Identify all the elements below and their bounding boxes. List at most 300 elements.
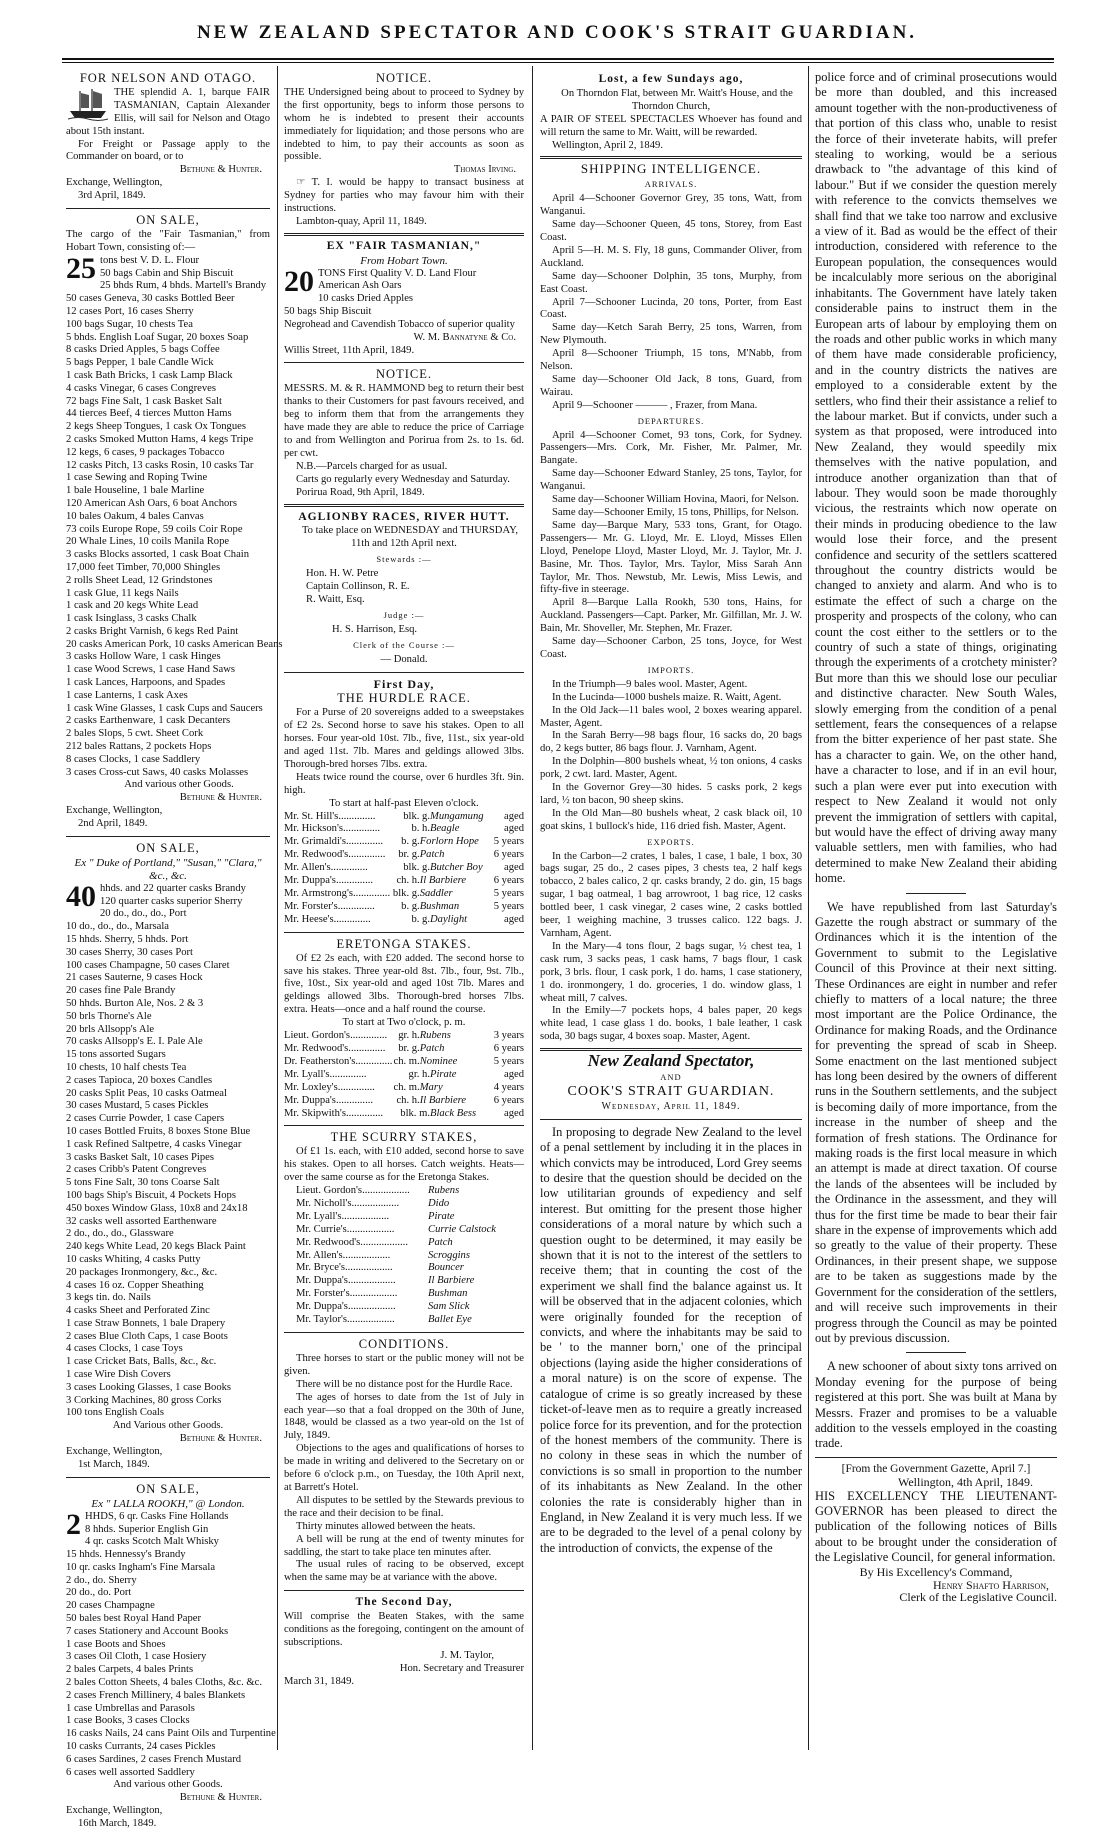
- goods-item: 15 tons assorted Sugars: [66, 1049, 166, 1061]
- goods-item: 50 brls Thorne's Ale: [66, 1010, 152, 1022]
- goods-item: 1 case Sewing and Roping Twine: [66, 472, 208, 484]
- eretonga-heading: ERETONGA STAKES.: [336, 936, 472, 951]
- drop-numeral: 40: [66, 879, 96, 913]
- notice-body: THE Undersigned being about to proceed to Sydney by the first opportunity, begs to inform those persons to whom he is indebted to present their accounts immediately for liquidation; and those persons who are indebted to him, to pay their accounts as soon as possible.: [284, 86, 524, 163]
- hurdle-start: To start at half-past Eleven o'clock.: [329, 797, 479, 809]
- conditions-heading: CONDITIONS.: [358, 1337, 450, 1352]
- column-2: [284, 70, 524, 1750]
- condition-item: Thirty minutes allowed between the heats.: [296, 1520, 476, 1532]
- rule: [906, 893, 966, 894]
- rule: [284, 672, 524, 673]
- goods-item: 6 cases well assorted Saddlery: [66, 1766, 195, 1778]
- gazette-by: By His Excellency's Command,: [859, 1564, 1013, 1579]
- goods-item: 20 brls Allsopp's Ale: [66, 1023, 155, 1035]
- ad-place: Exchange, Wellington,: [66, 1446, 163, 1458]
- goods-list: [66, 251, 283, 780]
- rule: [284, 362, 524, 363]
- goods-item: 2 bales Slops, 5 cwt. Sheet Cork: [66, 728, 204, 740]
- conditions-list: [284, 1353, 524, 1585]
- arrival-item: April 5—H. M. S. Fly, 18 guns, Commander Oliver, from Auckland.: [540, 244, 802, 269]
- arrival-item: April 9—Schooner ——— , Frazer, from Mana.: [552, 399, 758, 411]
- goods-item: 8 hhds. Superior English Gin: [85, 1523, 209, 1535]
- column-divider: [808, 66, 809, 1750]
- export-item: In the Carbon—2 crates, 1 bales, 1 case, 1 bale, 1 box, 30 bags sugar, 25 do., 2 cases pipes, 3 chests tea, 2 half kegs tobacco, 2 bales calico, 2 qr. casks brandy, 2 do. gin, 15 bags sugar, 1 bag oatmeal, 1 bag arrowroot, 1 bag rice, 12 casks bottled beer, 1 cask vinegar, 2 cases wine, 2 casks bottled beer, 1 weighing machine, 3 trusses calico. 122 bags. J. Varnham, Agent.: [540, 850, 802, 939]
- notice-hammond: [284, 368, 524, 499]
- race-entry: [284, 1069, 524, 1082]
- paper-subtitle: COOK'S STRAIT GUARDIAN.: [567, 1083, 775, 1099]
- ad-title: ON SALE,: [136, 1481, 200, 1496]
- scurry-heading: THE SCURRY STAKES,: [330, 1130, 478, 1145]
- arrival-item: April 4—Schooner Governor Grey, 35 tons, Watt, from Wanganui.: [540, 193, 802, 218]
- goods-item: 20 cases Champagne: [66, 1600, 155, 1612]
- goods-item: 2 cases French Millinery, 4 bales Blankets: [66, 1689, 246, 1701]
- entry-owner: Mr. Lyall's: [284, 1068, 330, 1080]
- leader-dots: ..............: [353, 888, 391, 900]
- goods-item: 2 bales Carpets, 4 bales Prints: [66, 1664, 194, 1676]
- leader-dots: ..................: [349, 1288, 398, 1300]
- ad-closing: And various other Goods.: [124, 779, 234, 791]
- ad-signature: Bethune & Hunter.: [179, 164, 262, 176]
- race-entry: [296, 1301, 524, 1314]
- goods-item: 2 casks Smoked Mutton Hams, 4 kegs Tripe: [66, 433, 254, 445]
- second-day-heading: The Second Day,: [355, 1596, 453, 1609]
- entry-age: 3 years: [493, 1030, 524, 1042]
- import-item: In the Old Jack—11 bales wool, 2 boxes wearing apparel. Master, Agent.: [540, 704, 802, 729]
- goods-item: 10 casks Dried Apples: [318, 293, 414, 305]
- stewards-list: [284, 568, 524, 607]
- export-item: In the Emily—7 pockets hops, 4 bales paper, 20 kegs white lead, 1 case glass 1 do. books, 1 bale leather, 1 cask soda, 30 bags sugar, 4 boxes soap. Master, Agent.: [540, 1005, 802, 1043]
- hurdle-entries: [284, 811, 524, 927]
- column-divider: [532, 66, 533, 1750]
- race-entry: [296, 1288, 524, 1301]
- condition-item: All disputes to be settled by the Stewards previous to the race and their decision to be final.: [284, 1494, 524, 1519]
- arrivals-list: [540, 193, 802, 412]
- import-item: In the Sarah Berry—98 bags flour, 16 sacks do, 20 bags do, 2 kegs butter, 86 bags flour. J. Varnham, Agent.: [540, 730, 802, 755]
- ad-place: Exchange, Wellington,: [66, 805, 163, 817]
- leader-dots: ..............: [337, 1081, 375, 1093]
- goods-item: 3 casks Blocks assorted, 1 cask Boat Chain: [66, 549, 250, 561]
- race-entry: [284, 1043, 524, 1056]
- departure-item: April 4—Schooner Comet, 93 tons, Cork, for Sydney. Passengers—Mrs. Cork, Mr. Fisher, Mr. Palmer, Mr. Bangate.: [540, 429, 802, 467]
- race-entry: [284, 1030, 524, 1043]
- goods-item: 25 bhds Rum, 4 bhds. Martell's Brandy: [100, 280, 267, 292]
- goods-item: 240 kegs White Lead, 20 kegs Black Paint: [66, 1241, 246, 1253]
- ad-on-sale-lalla-rookh: [66, 1481, 276, 1831]
- goods-item: 16 casks Nails, 24 cans Paint Oils and Turpentine: [66, 1728, 276, 1740]
- ad-on-sale-portland: [66, 842, 270, 1472]
- rule: [906, 1352, 966, 1353]
- ad-closing: And various other Goods.: [113, 1779, 223, 1791]
- ad-body: THE splendid A. 1, barque FAIR TASMANIAN, Captain Alexander Ellis, will sail for Nelson and Otago about 15th instant.: [66, 86, 270, 137]
- ad-date: 16th March, 1849.: [78, 1818, 157, 1830]
- ad-subtitle: Ex " Duke of Portland," "Susan," "Clara," &c., &c.: [74, 856, 262, 882]
- rule: [540, 156, 802, 159]
- entry-horse: Scroggins: [428, 1249, 470, 1261]
- entry-owner: Lieut. Gordon's: [296, 1185, 363, 1197]
- race-entry: [284, 875, 524, 888]
- leader-dots: ..............: [348, 1042, 386, 1054]
- race-entry: [296, 1211, 524, 1224]
- notice-irving: [284, 72, 524, 229]
- goods-item: 1 cask and 20 kegs White Lead: [66, 600, 199, 612]
- first-day-heading: First Day,: [373, 676, 435, 691]
- goods-item: 100 bags Sugar, 10 chests Tea: [66, 318, 193, 330]
- goods-item: 10 casks Currants, 24 cases Pickles: [66, 1741, 216, 1753]
- entry-age: 6 years: [493, 849, 524, 861]
- entry-horse: Saddler: [419, 888, 453, 900]
- entry-age: aged: [504, 810, 524, 822]
- notice-body: ☞ T. I. would be happy to transact business at Sydney for parties who may favour him with their instructions.: [284, 177, 524, 215]
- entry-owner: Mr. Hickson's: [284, 823, 343, 835]
- leader-dots: ..............: [345, 836, 384, 848]
- entry-age: 6 years: [493, 1042, 524, 1054]
- departure-item: Same day—Barque Mary, 533 tons, Grant, for Otago. Passengers— Mr. G. Lloyd, Mr. E. Lloyd, Misses Ellen Lloyd, Penelope Lloyd, Master Lloyd, Mr. J. Taylor, Mr. J. Basine, Mr. Thos. Taylor, Mrs. Taylor, Miss Sarah Ann Taylor, Mr. Thos. Newstub, Mr. Lewis, Miss Lewis, and fifty-five in steerage.: [540, 519, 802, 596]
- race-entry: [296, 1250, 524, 1263]
- race-entry: [284, 1095, 524, 1108]
- second-day-body: Will comprise the Beaten Stakes, with the same conditions as the foregoing, contingent on the amount of subscriptions.: [284, 1611, 524, 1648]
- hurdle-body: Heats twice round the course, over 6 hurdles 3ft. 9in. high.: [284, 771, 524, 796]
- ad-title: ON SALE,: [136, 841, 200, 856]
- entry-owner: Mr. Loxley's: [284, 1081, 338, 1093]
- import-item: In the Governor Grey—30 hides. 5 casks pork, 2 kegs lard, ½ ton bacon, 90 sheep skins.: [540, 782, 802, 806]
- lost-body: A PAIR OF STEEL SPECTACLES Whoever has found and will return the same to Mr. Waitt, will be rewarded.: [540, 113, 802, 138]
- column-divider: [277, 66, 278, 1750]
- entry-age: aged: [504, 823, 524, 835]
- entry-owner: Mr. St. Hill's: [284, 810, 339, 822]
- condition-item: A bell will be rung at the end of twenty minutes for saddling, the start to take place ten minutes after.: [284, 1533, 524, 1558]
- editorial-continued: police force and of criminal prosecutions would be more than doubled, and this increased amount together with the non-productiveness of that portion of this class who, unable to resist the force of their inveterate habits, will prefer stealing to working, would be a serious drawback to "the advantage of this kind of labour." But if we consider the question merely with reference to the convicts themselves we shall find that we take too narrow and exclusive a view of it. Bad as would be the effect of their introduction, considered with reference to the European population, the consequences would be incalculably more serious on the aboriginal inhabitants. The Government have lately taken considerable pains to instruct them in the European arts of labour by employing them on the roads and other public works in which many of them have made considerable proficiency, and in the country districts the natives are employed to a considerable extent by the settlers, who find their their assistance a relief to the labour market. But if convicts, under such a system as that proposed, were introduced into New Zealand, they would speedily mix themselves with the native population, and introduce another organization than that of labour. They would soon be made thoroughly vicious, the restraints which now operate on their minds in producing obedience to the law would lose their force, and the present confidence and security of the settlers scattered throughout the country districts would be changed to anxiety and alarm. And who is to estimate the effect of such a charge on the prosperity and prospects of the colony, who can count the cost either to the settlers or to the country of such a state of things, originating through the experiments of a crotchety minister? But more than this we should lose our peculiar and distinctive character. New South Wales, slowly emerging from the condition of a penal settlement, fears the consequences of a relapse from the bitter experience of her past state. She has a character to gain. We, on the other hand, have a character to lose, and if in an evil hour, such a plan were ever put into execution with respect to New Zealand it would not only prevent the immigration of settlers with capital, but would have the effect of driving away many valuable settlers, men with families, who had determined to make New Zealand their abiding home.: [815, 70, 1057, 886]
- race-entry: [284, 836, 524, 849]
- race-entry: [284, 1108, 524, 1121]
- entry-desc: ch. m.: [393, 1055, 420, 1067]
- entry-age: 5 years: [493, 1055, 524, 1067]
- steward-name: Hon. H. W. Petre: [306, 568, 379, 580]
- goods-item: tons best V. D. L. Flour: [100, 254, 200, 266]
- entry-owner: Dr. Featherston's: [284, 1055, 356, 1067]
- rule: [66, 208, 270, 209]
- entry-horse: Sam Slick: [428, 1301, 470, 1313]
- judge-name: H. S. Harrison, Esq.: [332, 623, 418, 635]
- goods-item: 8 casks Dried Apples, 5 bags Coffee: [66, 344, 220, 356]
- entry-horse: Rubens: [428, 1185, 460, 1197]
- goods-item: 50 bales best Royal Hand Paper: [66, 1613, 202, 1625]
- goods-item: 1 cask Isinglass, 3 casks Chalk: [66, 613, 197, 625]
- races-intro: To take place on WEDNESDAY and THURSDAY, 11th and 12th April next.: [301, 525, 519, 550]
- scurry-body: Of £1 1s. each, with £10 added, second horse to save his stakes. Open to all horses. Catch weights. Heats—over the same course as for the Eretonga Stakes.: [284, 1146, 524, 1184]
- race-entry: [284, 1056, 524, 1069]
- entry-horse: Bushman: [428, 1288, 468, 1300]
- race-entry: [296, 1262, 524, 1275]
- entry-horse: Patch: [419, 849, 445, 861]
- departure-item: Same day—Schooner Edward Stanley, 25 tons, Taylor, for Wanganui.: [540, 468, 802, 493]
- goods-item: 1 case Straw Bonnets, 1 bale Drapery: [66, 1317, 226, 1329]
- exports-list: [540, 851, 802, 1045]
- masthead: NEW ZEALAND SPECTATOR AND COOK'S STRAIT GUARDIAN.: [196, 22, 918, 43]
- goods-item: 1 cask Refined Saltpetre, 4 casks Vinegar: [66, 1138, 242, 1150]
- entry-desc: blk. g.: [403, 810, 430, 822]
- condition-item: There will be no distance post for the Hurdle Race.: [296, 1378, 513, 1390]
- goods-item: 50 bags Ship Biscuit: [284, 306, 372, 318]
- races-ad: [284, 511, 524, 1689]
- rule: [284, 1590, 524, 1591]
- goods-item: 1 case Wire Dish Covers: [66, 1369, 171, 1381]
- goods-item: HHDS, 6 qr. Casks Fine Hollands: [85, 1510, 229, 1522]
- goods-item: 1 cask Wine Glasses, 1 cask Cups and Saucers: [66, 702, 263, 714]
- goods-item: 100 cases Champagne, 50 cases Claret: [66, 959, 230, 971]
- goods-item: 6 cases Sardines, 2 cases French Mustard: [66, 1753, 242, 1765]
- drop-numeral: 2: [66, 1507, 81, 1541]
- goods-item: 5 bags Pepper, 1 bale Candle Wick: [66, 357, 214, 369]
- ad-subtitle: From Hobart Town.: [360, 254, 448, 267]
- goods-item: 1 case Umbrellas and Parasols: [66, 1702, 195, 1714]
- entry-horse: Butcher Boy: [430, 862, 483, 874]
- entry-horse: Black Bess: [430, 1107, 477, 1119]
- goods-item: 72 bags Fine Salt, 1 cask Basket Salt: [66, 395, 222, 407]
- entry-horse: Beagle: [430, 823, 460, 835]
- rule: [66, 836, 270, 837]
- ad-on-sale-fair-tasmanian: [66, 213, 283, 831]
- races-title: AGLIONBY RACES, RIVER HUTT.: [298, 510, 510, 523]
- leader-dots: ..................: [345, 1262, 393, 1274]
- column-1: [66, 70, 283, 1830]
- import-item: In the Old Man—80 bushels wheat, 2 cask black oil, 10 goat skins, 1 bullock's hide, 116 dried fish. Master, Agent.: [540, 807, 802, 832]
- goods-item: 1 cask Lances, Harpoons, and Spades: [66, 677, 226, 689]
- goods-item: 4 cases 16 oz. Copper Sheathing: [66, 1279, 204, 1291]
- goods-item: 20 cases fine Pale Brandy: [66, 985, 176, 997]
- rule: [284, 504, 524, 507]
- hurdle-heading: THE HURDLE RACE.: [337, 691, 471, 706]
- entry-owner: Mr. Redwood's: [296, 1236, 361, 1248]
- goods-item: 10 bales Oakum, 4 bales Canvas: [66, 510, 204, 522]
- goods-item: 100 bags Ship's Biscuit, 4 Pockets Hops: [66, 1189, 236, 1201]
- goods-item: 8 cases Clocks, 1 case Saddlery: [66, 753, 201, 765]
- goods-item: 3 casks Hollow Ware, 1 cask Hinges: [66, 651, 221, 663]
- shipping-title: SHIPPING INTELLIGENCE.: [580, 161, 762, 177]
- import-item: In the Lucinda—1000 bushels maize. R. Waitt, Agent.: [552, 691, 782, 703]
- scurry-entries: [284, 1185, 524, 1327]
- entry-owner: Mr. Forster's: [296, 1288, 350, 1300]
- goods-item: 20 casks Split Peas, 10 casks Oatmeal: [66, 1087, 227, 1099]
- race-entry: [284, 862, 524, 875]
- eretonga-body: Of £2 2s each, with £20 added. The second horse to save his stakes. Three year-old 8st. 7lb., four, 9st. 7lb., five, 10st., Six year-old and aged 10st 7lb. Mares and geldings allowed 3lbs. Thorough-bred horses 7lbs. extra. Heats—once and a half round the course.: [284, 952, 524, 1016]
- goods-item: 3 casks Basket Salt, 10 cases Pipes: [66, 1151, 214, 1163]
- goods-item: 30 cases Mustard, 5 cases Pickles: [66, 1100, 209, 1112]
- entry-owner: Mr. Currie's: [296, 1223, 347, 1235]
- goods-item: 3 Corking Machines, 80 gross Corks: [66, 1394, 222, 1406]
- ad-subtitle: Ex " LALLA ROOKH," @ London.: [91, 1497, 245, 1510]
- goods-item: 17,000 feet Timber, 70,000 Shingles: [66, 561, 221, 573]
- goods-item: 1 cask Glue, 11 kegs Nails: [66, 587, 179, 599]
- gazette-signature: Henry Shafto Harrison,: [933, 1577, 1049, 1592]
- goods-item: 20 packages Ironmongery, &c., &c.: [66, 1266, 218, 1278]
- entry-desc: ch. h.: [396, 1094, 420, 1106]
- goods-item: 30 cases Sherry, 30 cases Port: [66, 946, 193, 958]
- ad-signature: Bethune & Hunter.: [179, 792, 262, 804]
- races-signature: J. M. Taylor,: [440, 1649, 494, 1661]
- ad-title: FOR NELSON AND OTAGO.: [79, 71, 257, 85]
- goods-item: 3 kegs tin. do. Nails: [66, 1292, 151, 1304]
- goods-item: 5 tons Fine Salt, 30 tons Coarse Salt: [66, 1177, 220, 1189]
- gazette-source: [From the Government Gazette, April 7.]: [841, 1462, 1031, 1475]
- ad-intro: The cargo of the "Fair Tasmanian," from Hobart Town, consisting of:—: [66, 228, 270, 253]
- entry-desc: br. g.: [398, 1042, 420, 1054]
- entry-owner: Mr. Bryce's: [296, 1262, 345, 1274]
- condition-item: The ages of horses to date from the 1st of July in each year—so that a foal dropped on the 30th of June, 1848, would be classed as a two year-old on the 1st of July, 1849.: [284, 1391, 524, 1442]
- leader-dots: ..................: [360, 1236, 408, 1248]
- race-entry: [284, 914, 524, 927]
- arrival-item: Same day—Schooner Old Jack, 8 tons, Guard, from Wairau.: [540, 373, 802, 398]
- goods-item: American Ash Oars: [318, 280, 402, 292]
- entry-desc: b. g.: [401, 836, 420, 848]
- column-4: [815, 70, 1057, 1750]
- entry-horse: Dido: [428, 1197, 450, 1209]
- column-3: [540, 70, 802, 1750]
- entry-owner: Mr. Allen's: [296, 1249, 343, 1261]
- entry-owner: Mr. Grimaldi's: [284, 836, 346, 848]
- race-entry: [296, 1185, 524, 1198]
- goods-item: 15 hhds. Sherry, 5 hhds. Port: [66, 933, 189, 945]
- goods-item: 2 casks Earthenware, 1 cask Decanters: [66, 715, 231, 727]
- steward-name: R. Waitt, Esq.: [306, 593, 365, 605]
- ad-title: EX "FAIR TASMANIAN,": [326, 239, 482, 252]
- races-date: March 31, 1849.: [284, 1675, 355, 1687]
- drop-numeral: 25: [66, 251, 96, 285]
- leader-dots: ..................: [342, 1249, 391, 1261]
- entry-desc: ch. h.: [396, 875, 420, 887]
- entry-horse: Rubens: [419, 1030, 451, 1042]
- ad-date: 2nd April, 1849.: [78, 818, 148, 830]
- goods-item: 2 kegs Sheep Tongues, 1 cask Ox Tongues: [66, 421, 246, 433]
- entry-horse: Mungamung: [430, 810, 484, 822]
- goods-item: hhds. and 22 quarter casks Brandy: [100, 882, 246, 894]
- goods-item: 1 case Boots and Shoes: [66, 1638, 166, 1650]
- clerk-heading: Clerk of the Course :—: [353, 639, 455, 650]
- entry-age: 4 years: [493, 1081, 524, 1093]
- steward-name: Captain Collinson, R. E.: [306, 581, 410, 593]
- condition-item: Objections to the ages and qualifications of horses to be made in writing and delivered to the Secretary on or before 6 o'clock p.m., on Tuesday, the 10th April next, at Barrett's Hotel.: [284, 1443, 524, 1493]
- ad-date: 1st March, 1849.: [78, 1458, 150, 1470]
- entry-horse: Il Barbiere: [419, 1094, 467, 1106]
- entry-desc: blk. g.: [403, 862, 430, 874]
- leader-dots: ..................: [351, 1197, 400, 1209]
- ad-ex-fair-tasmanian: [284, 240, 524, 358]
- entry-owner: Mr. Lyall's: [296, 1210, 342, 1222]
- race-entry: [296, 1198, 524, 1211]
- goods-item: 2 rolls Sheet Lead, 12 Grindstones: [66, 574, 213, 586]
- entry-age: 6 years: [493, 1094, 524, 1106]
- arrival-item: April 8—Schooner Triumph, 15 tons, M'Nabb, from Nelson.: [540, 348, 802, 373]
- entry-owner: Mr. Allen's: [284, 862, 331, 874]
- entry-age: aged: [504, 1107, 524, 1119]
- entry-horse: Daylight: [430, 913, 468, 925]
- entry-horse: Ballet Eye: [428, 1314, 472, 1326]
- race-entry: [284, 849, 524, 862]
- arrivals-heading: ARRIVALS.: [644, 179, 698, 190]
- entry-horse: Mary: [419, 1081, 443, 1093]
- goods-item: 120 quarter casks superior Sherry: [100, 895, 243, 907]
- entry-age: 5 years: [493, 836, 524, 848]
- entry-horse: Bushman: [419, 900, 460, 912]
- goods-item: 1 case Lanterns, 1 cask Axes: [66, 689, 188, 701]
- entry-horse: Patch: [428, 1236, 453, 1248]
- goods-item: 2 cases Cribb's Patent Congreves: [66, 1164, 207, 1176]
- rule: [66, 1477, 270, 1478]
- entry-age: 6 years: [493, 875, 524, 887]
- editorial: In proposing to degrade New Zealand to the level of a penal settlement by including it in the places in which convicts may be introduced, Lord Grey seems to desire that the question should be decided on the low utilitarian grounds of expediency and self interest. But omitting for the present those higher considerations of a moral nature by which such a question ought to be determined, it may easily be shown that it is not to the interest of the settlers to receive them; that in counting the cost of the experiment we shall find the balance against us. It will be observed that in the adjacent colonies, which were originally founded for the reception of convicts, and where the inhabitants may be said to be ' to the manner born,' one of the principal objections (laying aside the higher considerations of a moral nature) is on the score of expense. The catalogue of crime is so greatly increased by these ticket-of-leave men as to require a greatly increased police force for its prevention, and for the protection of the honest members of the community. There is no colony in these seas in which the number of convictions is so small in proportion to the number of its inhabitants as New Zealand. In the other colonies the rate is considerably higher than in England, in New Zealand it is very much less. If we are to be degraded to the level of a penal colony by the introduction of convicts, the expense of the: [540, 1124, 802, 1555]
- gazette-body: HIS EXCELLENCY THE LIEUTENANT-GOVERNOR has been pleased to direct the publication of the following notices of Bills about to be brought under the consideration of the Legislative Council, for general information.: [815, 1488, 1057, 1565]
- drop-numeral: 20: [284, 264, 314, 298]
- goods-item: 32 casks well assorted Earthenware: [66, 1215, 217, 1227]
- goods-item: 73 coils Europe Rope, 59 coils Coir Rope: [66, 523, 243, 535]
- entry-owner: Mr. Nicholl's: [296, 1197, 352, 1209]
- notice-nb: N.B.—Parcels charged for as usual.: [296, 460, 448, 472]
- goods-item: 5 bhds. English Loaf Sugar, 20 boxes Soap: [66, 331, 249, 343]
- goods-item: 21 cases Sauterne, 9 cases Hock: [66, 972, 203, 984]
- entry-horse: Pirate: [430, 1068, 457, 1080]
- goods-item: 2 casks Bright Varnish, 6 kegs Red Paint: [66, 625, 239, 637]
- entry-owner: Mr. Duppa's: [296, 1301, 348, 1313]
- entry-desc: ch. m.: [393, 1081, 420, 1093]
- entry-horse: Currie Calstock: [428, 1223, 496, 1235]
- entry-horse: Il Barbiere: [419, 875, 467, 887]
- goods-item: 20 Whale Lines, 10 coils Manila Rope: [66, 536, 230, 548]
- goods-item: 4 qr. casks Scotch Malt Whisky: [85, 1536, 219, 1548]
- races-signature-title: Hon. Secretary and Treasurer: [399, 1662, 524, 1674]
- goods-item: 100 tons English Coals: [66, 1407, 164, 1419]
- goods-item: 1 case Books, 3 cases Clocks: [66, 1715, 190, 1727]
- ad-signature: W. M. Bannatyne & Co.: [413, 331, 516, 343]
- leader-dots: ..................: [347, 1314, 395, 1326]
- goods-item: 50 bags Cabin and Ship Biscuit: [100, 267, 234, 279]
- entry-horse: Forlorn Hope: [419, 836, 479, 848]
- gazette-signature-title: Clerk of the Legislative Council.: [899, 1590, 1057, 1605]
- goods-item: 70 casks Allsopp's E. I. Pale Ale: [66, 1036, 203, 1048]
- rule: [284, 1125, 524, 1126]
- shipping-intelligence: [540, 163, 802, 1044]
- goods-item: 4 cases Clocks, 1 case Toys: [66, 1343, 183, 1355]
- goods-item: 2 cases Currie Powder, 1 case Capers: [66, 1113, 225, 1125]
- lost-title: Lost, a few Sundays ago,: [598, 73, 744, 85]
- leader-dots: ..............: [330, 862, 368, 874]
- goods-item: 2 cases Tapioca, 20 boxes Candles: [66, 1074, 213, 1086]
- entry-horse: Bouncer: [428, 1262, 464, 1274]
- entry-desc: gr. h.: [398, 1030, 420, 1042]
- leader-dots: ..............: [335, 875, 374, 887]
- goods-item: 212 bales Rattans, 2 pockets Hops: [66, 741, 212, 753]
- goods-item: 20 do., do. Port: [66, 1587, 132, 1599]
- ad-nelson-otago: [66, 72, 270, 203]
- departure-item: Same day—Schooner Carbon, 25 tons, Joyce, for West Coast.: [540, 636, 802, 660]
- entry-owner: Mr. Forster's: [284, 900, 338, 912]
- ad-signature: Bethune & Hunter.: [179, 1433, 262, 1445]
- leader-dots: ..................: [347, 1275, 396, 1287]
- goods-item: 4 casks Vinegar, 6 cases Congreves: [66, 382, 216, 394]
- leader-dots: ..............: [345, 1107, 384, 1119]
- entry-desc: b. g.: [411, 913, 430, 925]
- judge-heading: Judge :—: [383, 609, 425, 620]
- arrival-item: Same day—Schooner Queen, 45 tons, Storey, from East Coast.: [540, 219, 802, 243]
- entry-desc: b. g.: [401, 900, 420, 912]
- eretonga-entries: [284, 1030, 524, 1120]
- entry-owner: Mr. Duppa's: [296, 1275, 348, 1287]
- goods-item: 10 qr. casks Ingham's Fine Marsala: [66, 1561, 216, 1573]
- goods-item: Negrohead and Cavendish Tobacco of superior quality: [284, 318, 515, 330]
- race-entry: [296, 1237, 524, 1250]
- goods-item: 44 tierces Beef, 4 tierces Mutton Hams: [66, 408, 232, 420]
- rule: [284, 932, 524, 933]
- notice-body: MESSRS. M. & R. HAMMOND beg to return their best thanks to their Customers for past favours received, and beg to inform them that from the arrangements they have made they are able to reduce the price of Carriage to and from Wellington and Porirua from 2s. to 1s. 6d. per cwt.: [284, 383, 524, 459]
- notice-signature: Thomas Irving.: [453, 164, 516, 176]
